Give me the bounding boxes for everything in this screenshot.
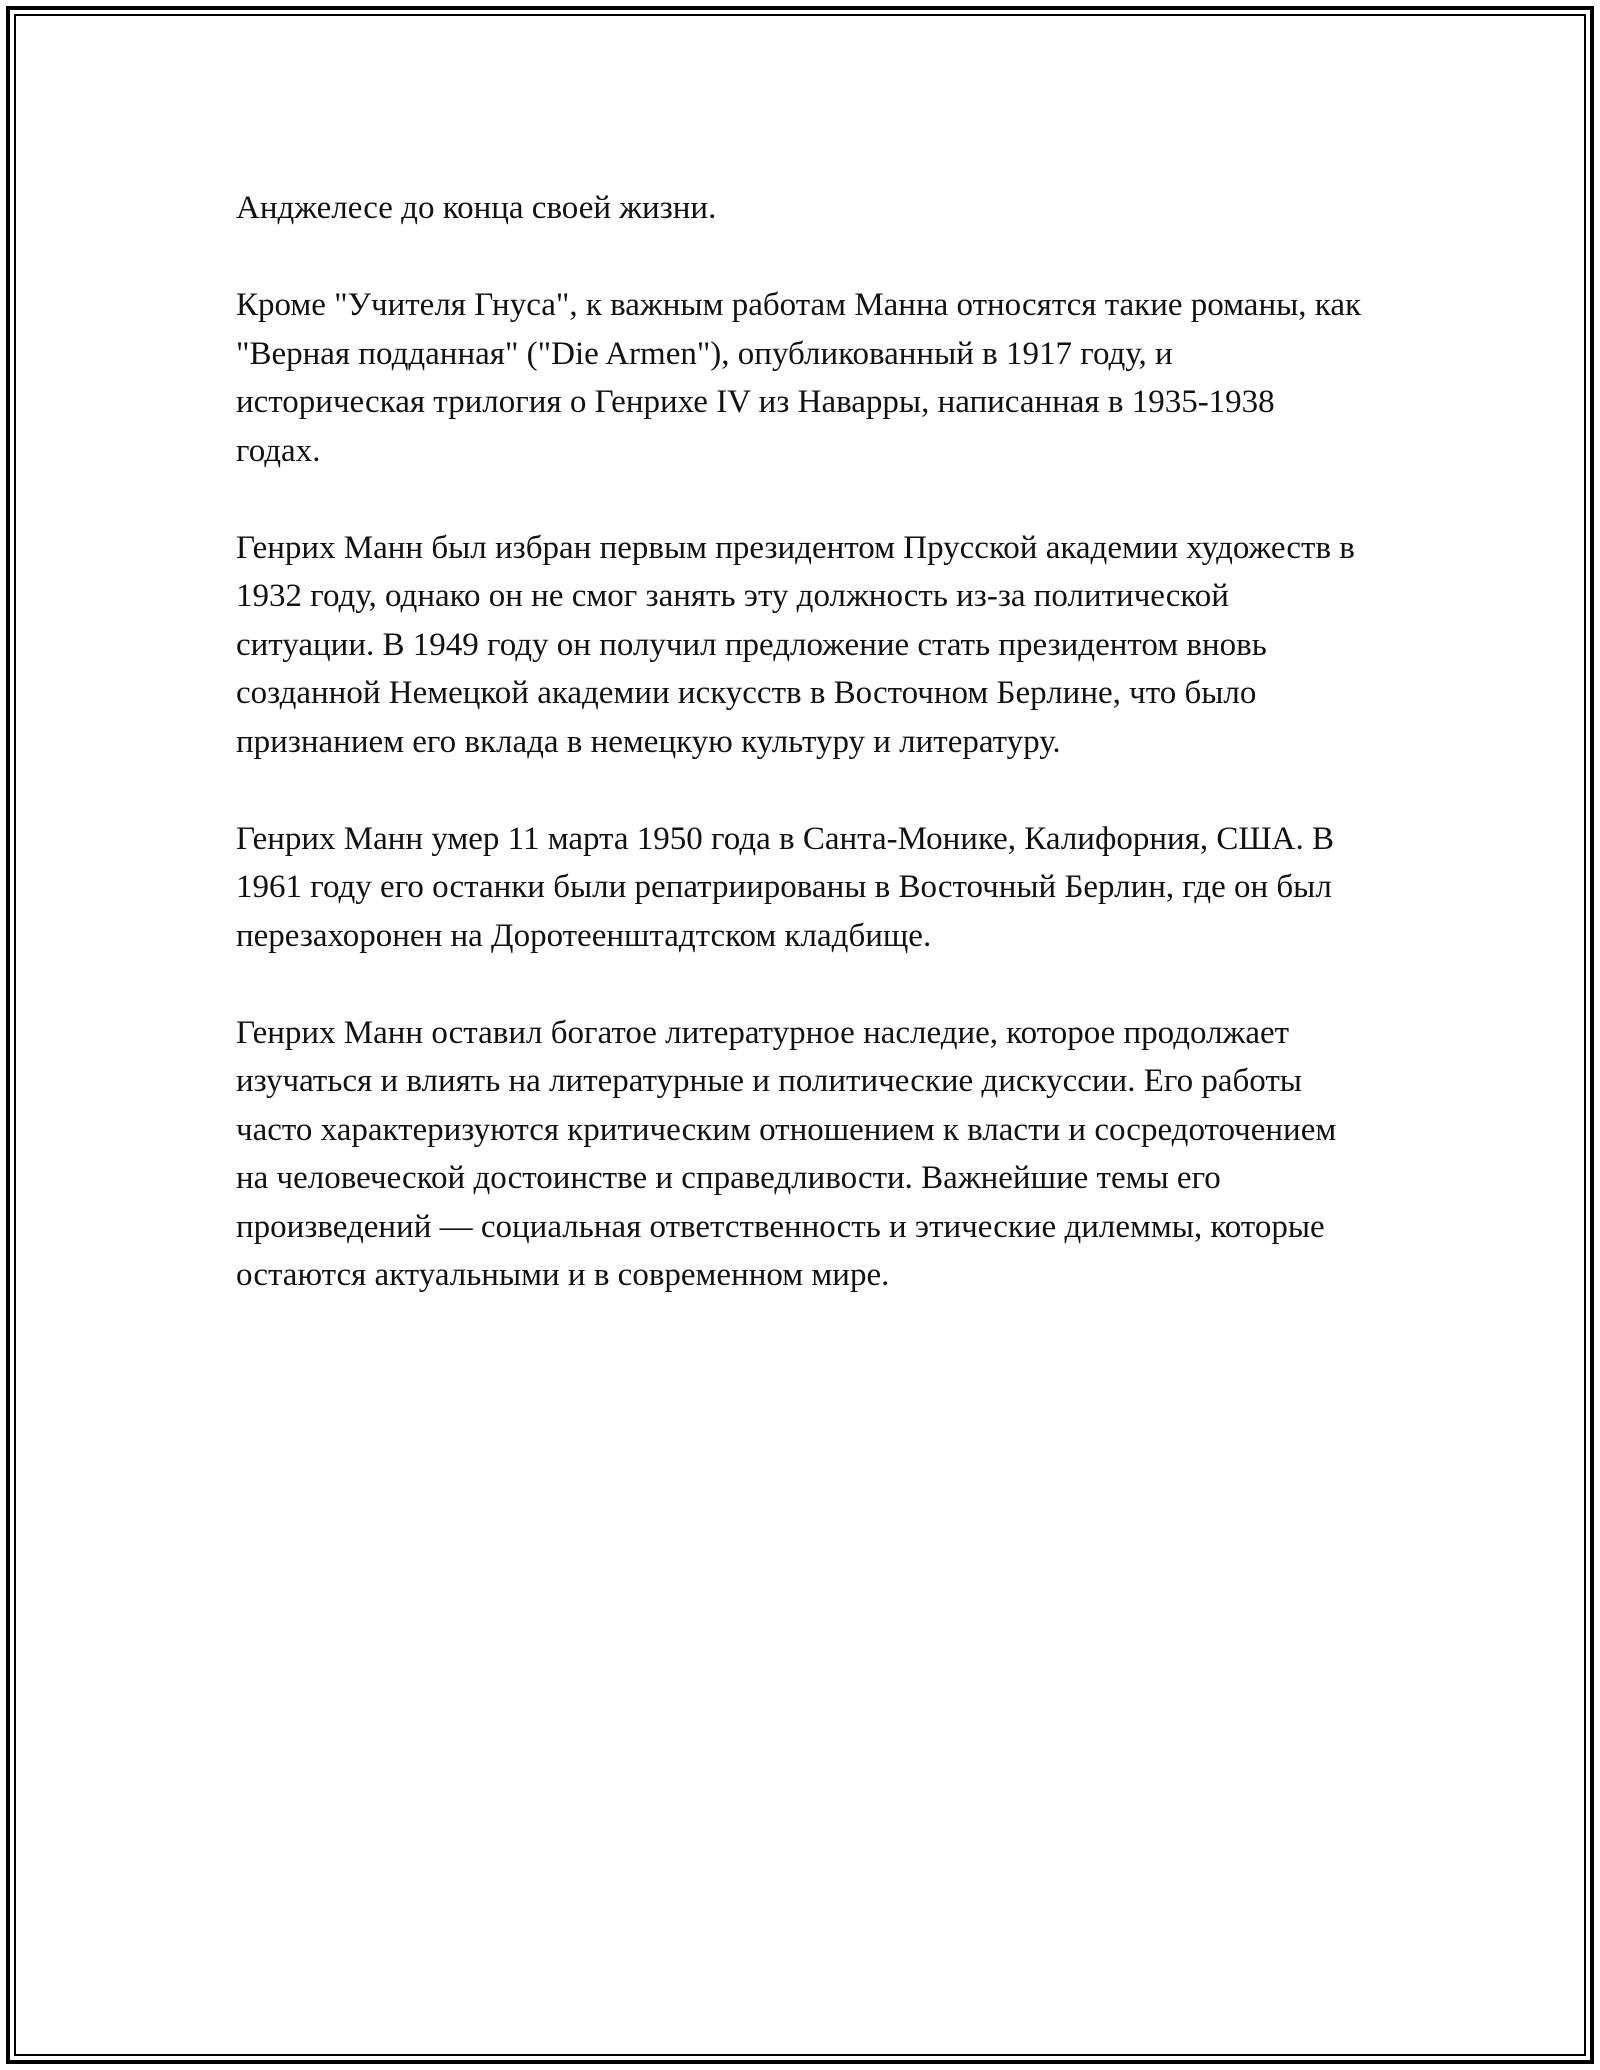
paragraph-3: Генрих Манн был избран первым президентом Прусской академии художеств в 1932 году, однако он не смог занять эту должность из-за политической ситуации. В 1949 году он получил предложение стать президентом вновь созданной Немецкой академии искусств в Восточном Берлине, что было признанием его вклада в немецкую культуру и литературу.: [236, 529, 1355, 760]
document-body: [236, 184, 1366, 1348]
paragraph-1: Анджелесе до конца своей жизни.: [236, 190, 717, 226]
paragraph-4: Генрих Манн умер 11 марта 1950 года в Санта-Монике, Калифорния, США. В 1961 году его останки были репатриированы в Восточный Берлин, где он был перезахоронен на Доротеенштадтском кладбище.: [236, 820, 1334, 954]
paragraph-2: Кроме "Учителя Гнуса", к важным работам Манна относятся такие романы, как "Верная подданная" ("Die Armen"), опубликованный в 1917 году, и историческая трилогия о Генрихе IV из Наварры, написанная в 1935-1938 годах.: [236, 287, 1361, 469]
paragraph-5: Генрих Манн оставил богатое литературное наследие, которое продолжает изучаться и влиять на литературные и политические дискуссии. Его работы часто характеризуются критическим отношением к власти и сосредоточением на человеческой достоинстве и справедливости. Важнейшие темы его произведений — социальная ответственность и этические дилеммы, которые остаются актуальными и в современном мире.: [236, 1014, 1337, 1293]
